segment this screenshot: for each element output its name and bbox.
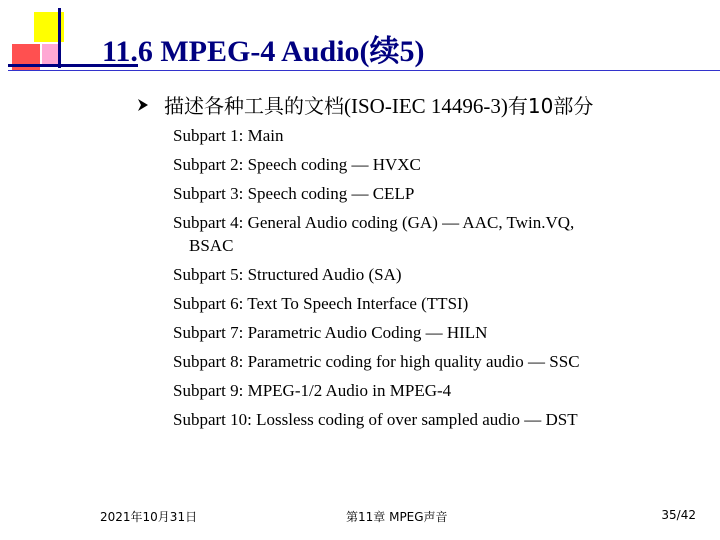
slide-title: 11.6 MPEG-4 Audio(续5) [102,35,425,68]
bullet-prefix: 描述各种工具的文档 [164,94,344,118]
footer-date: 2021年10月31日 [100,510,198,524]
list-item: Subpart 10: Lossless coding of over sampled audio — DST [173,410,578,429]
page-number: 35/42 [661,508,696,522]
list-item: Subpart 2: Speech coding — HVXC [173,155,421,174]
bullet-text [164,90,593,119]
list-item-text: Subpart 4: General Audio coding (GA) — AAC, Twin.VQ, [173,213,575,232]
footer-chapter: 第11章 MPEG声音 [346,510,448,524]
vertical-rule [58,8,61,68]
list-item: Subpart 7: Parametric Audio Coding — HILN [173,323,488,342]
list-item-continuation: BSAC [189,236,234,255]
title-underline [8,70,720,71]
list-item: Subpart 9: MPEG-1/2 Audio in MPEG-4 [173,381,452,400]
main-bullet [136,90,593,119]
arrow-bullet-icon [136,98,150,112]
list-item: Subpart 8: Parametric coding for high quality audio — SSC [173,352,580,371]
bullet-standard: (ISO-IEC 14496-3) [344,94,508,118]
bullet-suffix: 有10部分 [507,94,594,118]
subpart-list [173,121,580,434]
list-item: Subpart 1: Main [173,126,284,145]
list-item: Subpart 3: Speech coding — CELP [173,184,415,203]
list-item [173,208,580,260]
list-item: Subpart 6: Text To Speech Interface (TTSI) [173,294,469,313]
list-item: Subpart 5: Structured Audio (SA) [173,265,402,284]
